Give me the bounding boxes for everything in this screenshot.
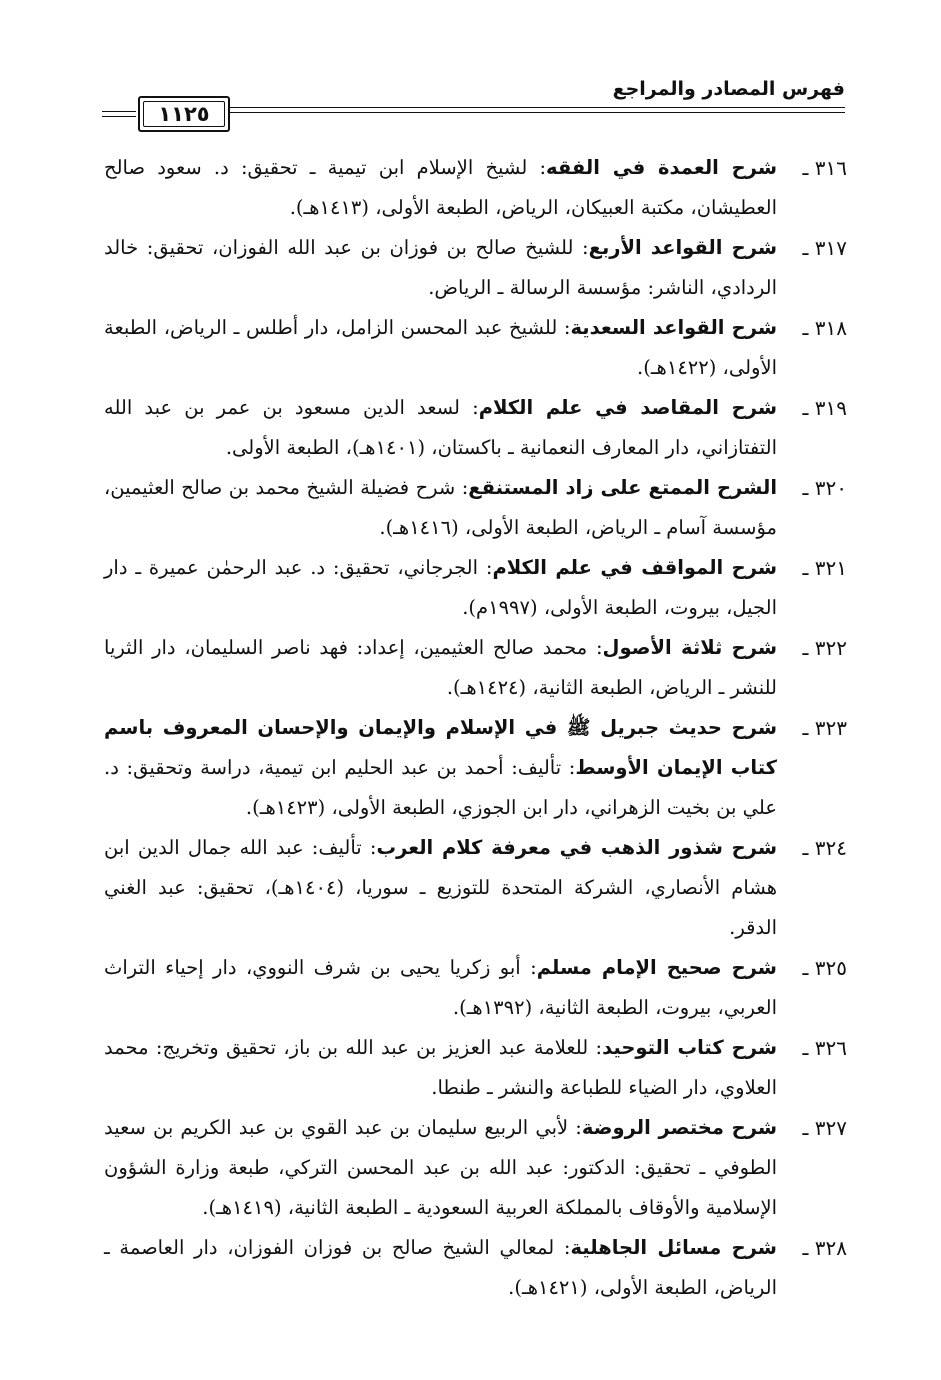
page-number: ١١٢٥	[158, 102, 210, 126]
entry-title: الشرح الممتع على زاد المستنقع	[468, 476, 777, 499]
entry-title: شرح كتاب التوحيد	[602, 1036, 777, 1059]
entry-body: : تأليف: عبد الله جمال الدين ابن هشام الأنصاري، الشركة المتحدة للتوزيع ـ سوريا، (١٤٠٤هـ)، تحقيق: عبد الغني الدقر.	[104, 836, 777, 939]
bibliography-entry	[104, 1108, 847, 1228]
entry-title: شرح العمدة في الفقه	[546, 156, 777, 179]
entry-body: : محمد صالح العثيمين، إعداد: فهد ناصر السليمان، دار الثريا للنشر ـ الرياض، الطبعة الثانية، (١٤٢٤هـ).	[104, 636, 777, 699]
bibliography-entry	[104, 148, 847, 228]
entry-number: ٣١٩ ـ	[802, 396, 847, 420]
entry-number: ٣٢٠ ـ	[802, 476, 847, 500]
header-rule	[228, 107, 845, 113]
entry-body: : للشيخ صالح بن فوزان بن عبد الله الفوزان، تحقيق: خالد الردادي، الناشر: مؤسسة الرسالة ـ الرياض.	[104, 236, 777, 299]
bibliography-list	[104, 148, 847, 1308]
entry-title: شرح القواعد السعدية	[570, 316, 777, 339]
header-rule-left	[102, 111, 136, 117]
entry-number: ٣٢٢ ـ	[802, 636, 847, 660]
entry-title: شرح ثلاثة الأصول	[602, 636, 777, 659]
page-number-box	[138, 96, 230, 132]
entry-body: : للعلامة عبد العزيز بن عبد الله بن باز، تحقيق وتخريج: محمد العلاوي، دار الضياء للطباعة والنشر ـ طنطا.	[104, 1036, 777, 1099]
entry-body: : لمعالي الشيخ صالح بن فوزان الفوزان، دار العاصمة ـ الرياض، الطبعة الأولى، (١٤٢١هـ).	[104, 1236, 777, 1299]
bibliography-entry	[104, 228, 847, 308]
bibliography-entry	[104, 628, 847, 708]
entry-number: ٣٢٥ ـ	[802, 956, 847, 980]
entry-number: ٣١٦ ـ	[802, 156, 847, 180]
entry-title: شرح صحيح الإمام مسلم	[536, 956, 777, 979]
bibliography-entry	[104, 468, 847, 548]
bibliography-entry	[104, 828, 847, 948]
bibliography-entry	[104, 708, 847, 828]
entry-title: شرح المواقف في علم الكلام	[492, 556, 778, 579]
entry-body: : لأبي الربيع سليمان بن عبد القوي بن عبد الكريم بن سعيد الطوفي ـ تحقيق: الدكتور: عبد الله بن عبد المحسن التركي، طبعة وزارة الشؤون الإسلامية والأوقاف بالمملكة العربية السعودية ـ الطبعة الثانية، (١٤١٩هـ).	[104, 1116, 777, 1219]
bibliography-entry	[104, 548, 847, 628]
bibliography-entry	[104, 948, 847, 1028]
entry-number: ٣٢٤ ـ	[802, 836, 847, 860]
entry-body: : لسعد الدين مسعود بن عمر بن عبد الله التفتازاني، دار المعارف النعمانية ـ باكستان، (١٤٠١هـ)، الطبعة الأولى.	[104, 396, 777, 459]
entry-number: ٣٢١ ـ	[802, 556, 847, 580]
bibliography-entry	[104, 1228, 847, 1308]
entry-number: ٣٢٣ ـ	[802, 716, 847, 740]
entry-number: ٣١٨ ـ	[802, 316, 847, 340]
bibliography-entry	[104, 388, 847, 468]
entry-title: شرح القواعد الأربع	[588, 236, 777, 259]
entry-title: شرح شذور الذهب في معرفة كلام العرب	[376, 836, 777, 859]
entry-body: : أبو زكريا يحيى بن شرف النووي، دار إحياء التراث العربي، بيروت، الطبعة الثانية، (١٣٩٢هـ).	[104, 956, 777, 1019]
entry-body: : تأليف: أحمد بن عبد الحليم ابن تيمية، دراسة وتحقيق: د. علي بن بخيت الزهراني، دار ابن الجوزي، الطبعة الأولى، (١٤٢٣هـ).	[104, 756, 777, 819]
bibliography-entry	[104, 1028, 847, 1108]
entry-number: ٣١٧ ـ	[802, 236, 847, 260]
entry-title: شرح حديث جبريل ﷺ في الإسلام والإيمان والإحسان المعروف باسم كتاب الإيمان الأوسط	[104, 716, 777, 779]
entry-title: شرح المقاصد في علم الكلام	[478, 396, 777, 419]
entry-number: ٣٢٨ ـ	[802, 1236, 847, 1260]
running-title: فهرس المصادر والمراجع	[612, 78, 845, 100]
entry-body: : لشيخ الإسلام ابن تيمية ـ تحقيق: د. سعود صالح العطيشان، مكتبة العبيكان، الرياض، الطبعة الأولى، (١٤١٣هـ).	[104, 156, 777, 219]
entry-number: ٣٢٧ ـ	[802, 1116, 847, 1140]
entry-title: شرح مختصر الروضة	[581, 1116, 777, 1139]
bibliography-entry	[104, 308, 847, 388]
entry-body: : للشيخ عبد المحسن الزامل، دار أطلس ـ الرياض، الطبعة الأولى، (١٤٢٢هـ).	[104, 316, 777, 379]
entry-title: شرح مسائل الجاهلية	[570, 1236, 777, 1259]
entry-number: ٣٢٦ ـ	[802, 1036, 847, 1060]
entry-body: : شرح فضيلة الشيخ محمد بن صالح العثيمين، مؤسسة آسام ـ الرياض، الطبعة الأولى، (١٤١٦هـ).	[104, 476, 777, 539]
entry-body: : الجرجاني، تحقيق: د. عبد الرحمٰن عميرة ـ دار الجيل، بيروت، الطبعة الأولى، (١٩٩٧م).	[104, 556, 777, 619]
